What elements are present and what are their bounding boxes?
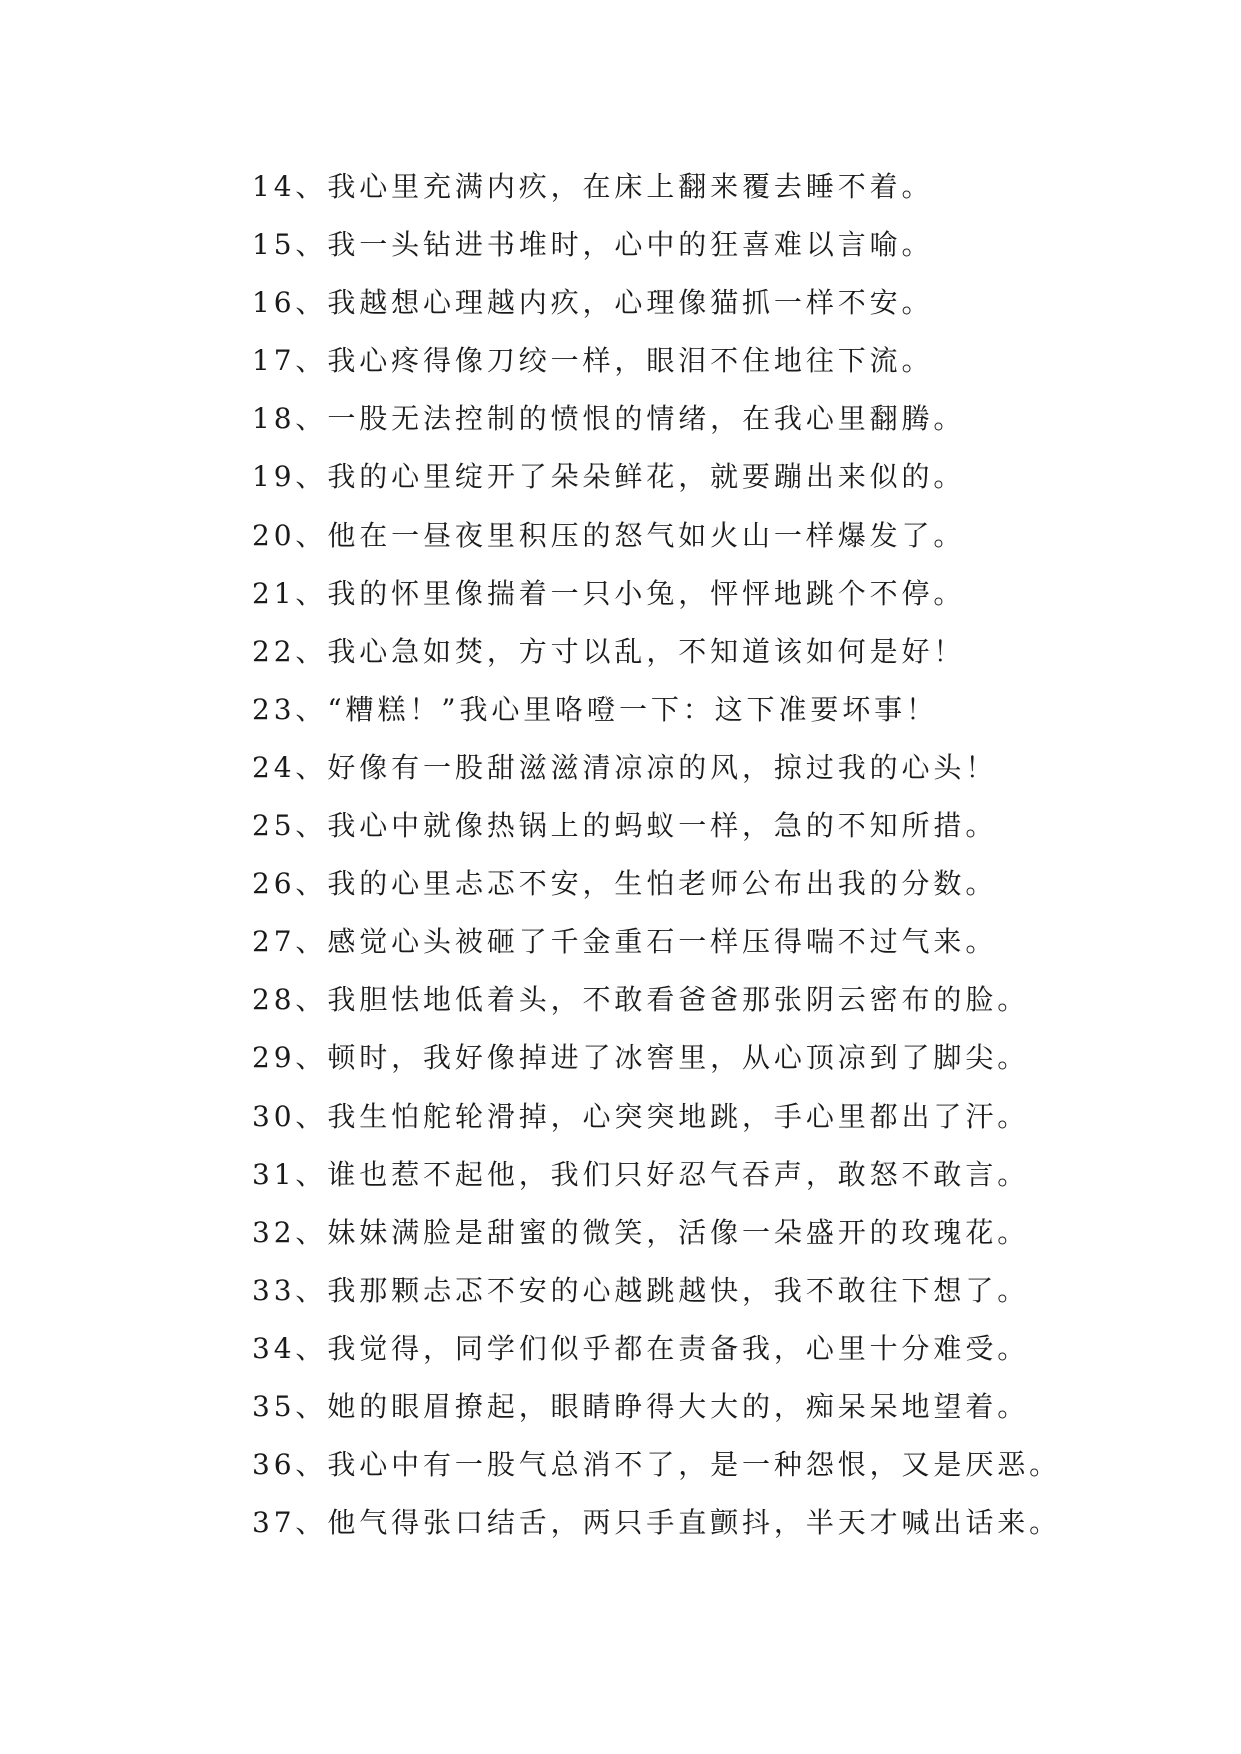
sentence-line: 15、我一头钻进书堆时，心中的狂喜难以言喻。 xyxy=(252,228,934,262)
sentence-line: 17、我心疼得像刀绞一样，眼泪不住地往下流。 xyxy=(252,344,934,378)
sentence-line: 24、好像有一股甜滋滋清凉凉的风，掠过我的心头！ xyxy=(252,750,998,784)
sentence-list xyxy=(252,158,1182,1552)
sentence-line: 30、我生怕舵轮滑掉，心突突地跳，手心里都出了汗。 xyxy=(252,1099,1030,1133)
sentence-line: 33、我那颗忐忑不安的心越跳越快，我不敢往下想了。 xyxy=(252,1273,1030,1307)
sentence-line: 35、她的眼眉撩起，眼睛睁得大大的，痴呆呆地望着。 xyxy=(252,1389,1030,1423)
sentence-line: 36、我心中有一股气总消不了，是一种怨恨，又是厌恶。 xyxy=(252,1448,1062,1482)
sentence-line: 27、感觉心头被砸了千金重石一样压得喘不过气来。 xyxy=(252,925,998,959)
sentence-line: 37、他气得张口结舌，两只手直颤抖，半天才喊出话来。 xyxy=(252,1506,1062,1540)
sentence-line: 16、我越想心理越内疚，心理像猫抓一样不安。 xyxy=(252,286,934,320)
sentence-line: 18、一股无法控制的愤恨的情绪，在我心里翻腾。 xyxy=(252,402,966,436)
sentence-line: 26、我的心里忐忑不安，生怕老师公布出我的分数。 xyxy=(252,867,998,901)
sentence-line: 23、“糟糕！”我心里咯噔一下：这下准要坏事！ xyxy=(252,692,938,726)
sentence-line: 25、我心中就像热锅上的蚂蚁一样，急的不知所措。 xyxy=(252,809,998,843)
sentence-line: 21、我的怀里像揣着一只小兔，怦怦地跳个不停。 xyxy=(252,576,966,610)
sentence-line: 14、我心里充满内疚，在床上翻来覆去睡不着。 xyxy=(252,170,934,203)
sentence-line: 34、我觉得，同学们似乎都在责备我，心里十分难受。 xyxy=(252,1331,1030,1365)
sentence-line: 28、我胆怯地低着头，不敢看爸爸那张阴云密布的脸。 xyxy=(252,983,1030,1017)
sentence-line: 20、他在一昼夜里积压的怒气如火山一样爆发了。 xyxy=(252,518,966,552)
sentence-line: 32、妹妹满脸是甜蜜的微笑，活像一朵盛开的玫瑰花。 xyxy=(252,1215,1030,1249)
sentence-line: 19、我的心里绽开了朵朵鲜花，就要蹦出来似的。 xyxy=(252,460,966,494)
sentence-line: 29、顿时，我好像掉进了冰窖里，从心顶凉到了脚尖。 xyxy=(252,1041,1030,1075)
sentence-line: 22、我心急如焚，方寸以乱，不知道该如何是好！ xyxy=(252,634,966,668)
sentence-line: 31、谁也惹不起他，我们只好忍气吞声，敢怒不敢言。 xyxy=(252,1157,1030,1191)
